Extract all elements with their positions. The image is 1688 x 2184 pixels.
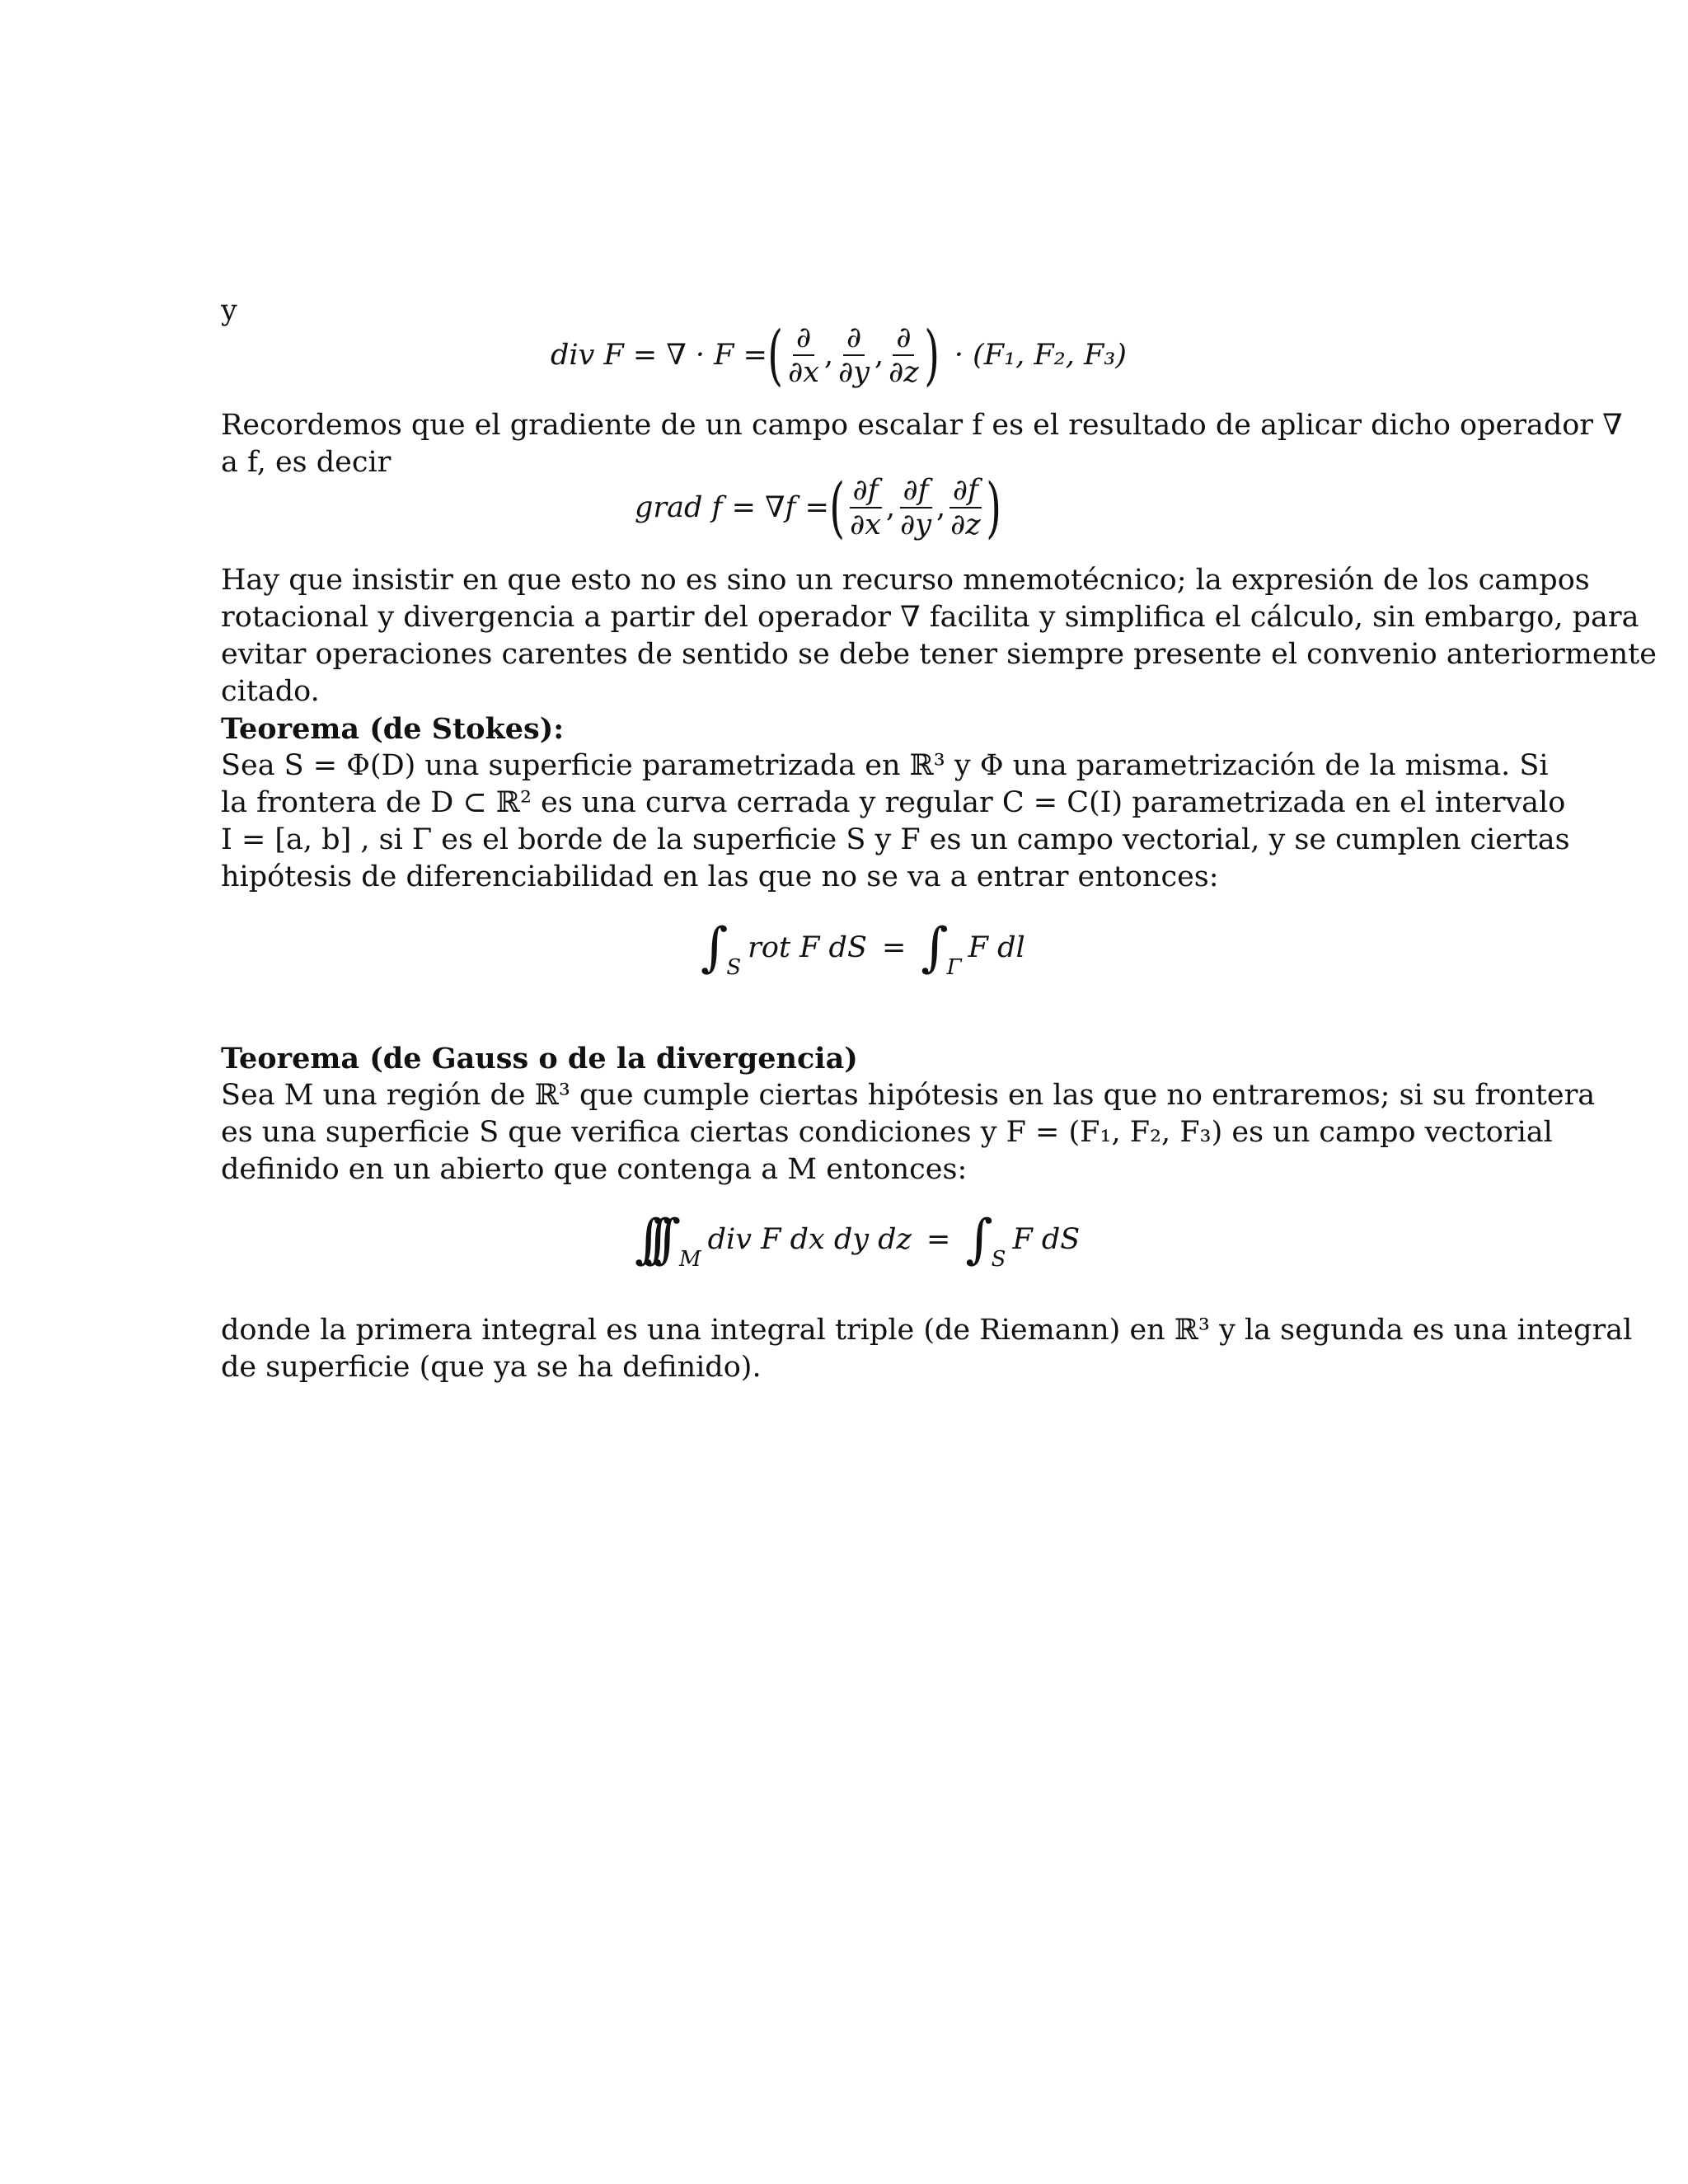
gradient-equation: grad f = ∇f = ( $\frac{\partial f}{\partial x}$ , $\frac{\partial f}{\partial y}$ , $\frac{\partial f}{\partial z}$ ) [635,469,1001,546]
triple-integral-sign: ∫∫∫ [635,1209,663,1270]
gauss-equation: ∫∫∫ M div F dx dy dz = ∫ S F dS [635,1209,1081,1272]
partial-z-fraction: $\frac{\partial}{\partial z}$ [889,321,919,389]
gauss-theorem: Teorema (de Gauss o de la divergencia) Sea M una región de ℝ³ que cumple ciertas hipótesis en las que no entraremos; si su frontera es una superficie S que verifica ciertas condiciones y F = (F₁, F₂, F₃) es un campo vectorial definido en un abierto que contenga a M entonces: [221,1042,1596,1186]
stokes-heading: Teorema (de Stokes): [221,712,565,746]
divergence-equation-lhs: div F = ∇ · F = [551,339,767,372]
partial-x-fraction: $\frac{\partial}{\partial x}$ [788,321,819,389]
closing-paragraph: donde la primera integral es una integral triple (de Riemann) en ℝ³ y la segunda es una integral de superficie (que ya se ha definido). [221,1314,1633,1384]
stokes-theorem: Teorema (de Stokes): Sea S = Φ(D) una superficie parametrizada en ℝ³ y Φ una parametrización de la misma. Si la frontera de D ⊂ ℝ² es una curva cerrada y regular C = C(I) parametrizada en el intervalo I = [a, b] , si Γ es el borde de la superficie S y F es un campo vectorial, y se cumplen ciertas hipótesis de diferenciabilidad en las que no se va a entrar entonces: [221,712,1570,893]
integral-sign: ∫ [965,1209,993,1270]
partial-f-y-fraction: $\frac{\partial f}{\partial y}$ [900,474,931,541]
partial-f-x-fraction: $\frac{\partial f}{\partial x}$ [850,474,881,541]
integral-sign: ∫ [921,917,949,978]
stokes-equation: ∫ S rot F dS = ∫ Γ F dl [701,917,1025,980]
gradient-paragraph: Recordemos que el gradiente de un campo escalar f es el resultado de aplicar dicho operador ∇ a f, es decir [221,409,1623,479]
divergence-equation-rhs: · (F₁, F₂, F₃) [954,339,1127,372]
gauss-heading: Teorema (de Gauss o de la divergencia) [221,1042,858,1076]
intro-text: y [221,294,237,327]
integral-sign: ∫ [701,917,729,978]
partial-f-z-fraction: $\frac{\partial f}{\partial z}$ [950,474,981,541]
divergence-equation: div F = ∇ · F = ( $\frac{\partial}{\partial x}$ , $\frac{\partial}{\partial y}$ , $\frac{\partial}{\partial z}$ ) · (F₁, F₂, F₃) [551,316,1127,393]
gradient-equation-lhs: grad f = ∇f = [635,491,829,524]
partial-y-fraction: $\frac{\partial}{\partial y}$ [838,321,870,389]
mnemonic-paragraph: Hay que insistir en que esto no es sino un recurso mnemotécnico; la expresión de los campos rotacional y divergencia a partir del operador ∇ facilita y simplifica el cálculo, sin embargo, para evitar operaciones carentes de sentido se debe tener siempre presente el convenio anteriormente citado. [221,564,1657,708]
